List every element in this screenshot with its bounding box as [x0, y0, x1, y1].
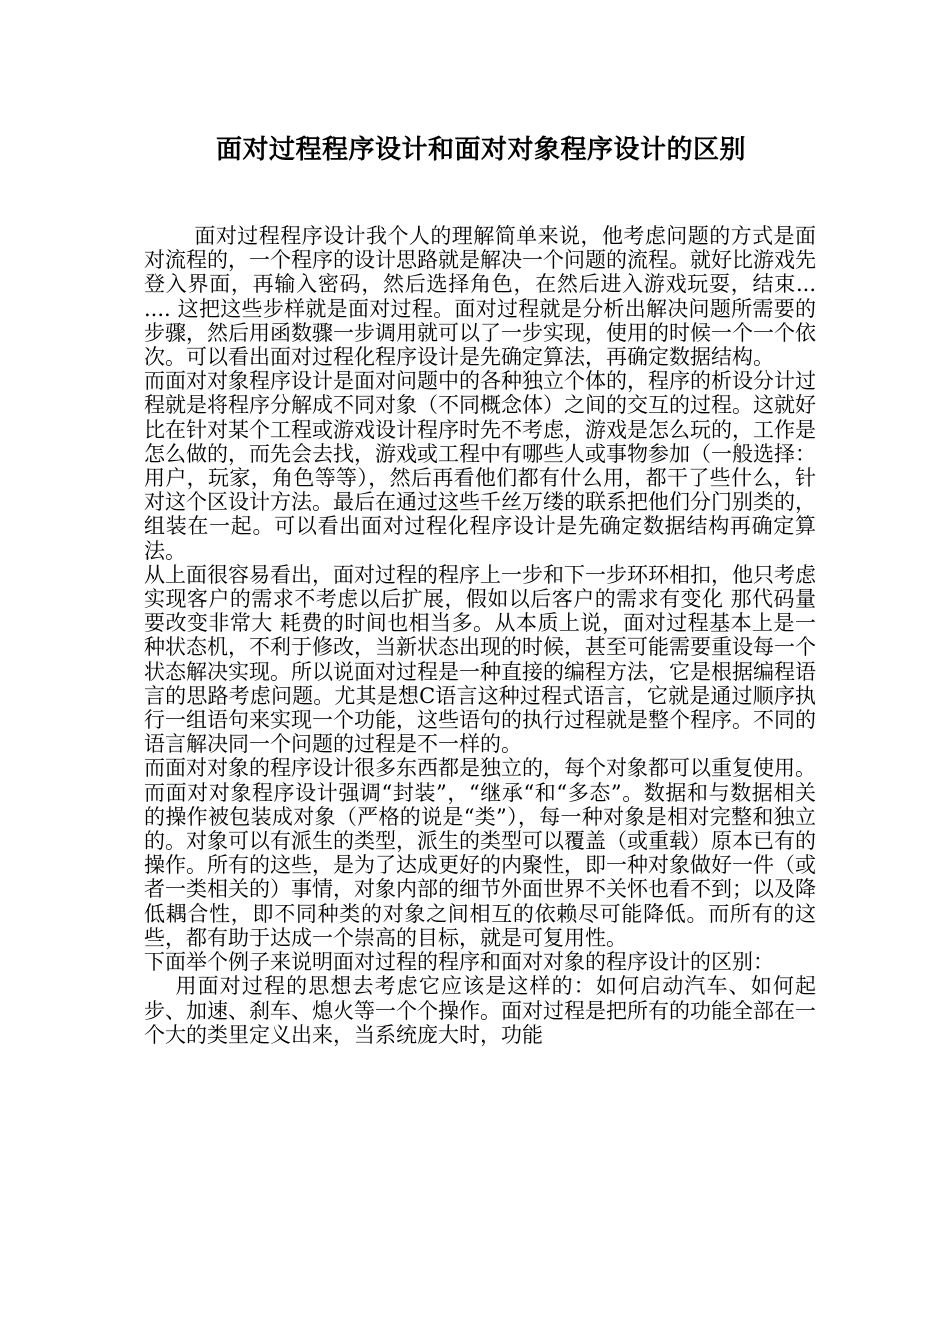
paragraph-example-intro: 下面举个例子来说明面对过程的程序和面对对象的程序设计的区别：	[144, 950, 774, 975]
paragraph-object-oriented-intro: 而面对对象程序设计是面对问题中的各种独立个体的，程序的析设分计过程就是将程序分解成不同对象（不同概念体）之间的交互的过程。这就好比在针对某个工程或游戏设计程序时先不考虑，游戏是怎么玩的，工作是怎么做的，而先会去找，游戏或工程中有哪些人或事物参加（一般选择：用户，玩家，角色等等），然后再看他们都有什么用，都干了些什么，针对这个区设计方法。最后在通过这些千丝万缕的联系把他们分门别类的，组装在一起。可以看出面对过程化程序设计是先确定数据结构再确定算法。	[144, 369, 816, 563]
paragraph-car-example: 用面对过程的思想去考虑它应该是这样的：如何启动汽车、如何起步、加速、刹车、熄火等一个个操作。面对过程是把所有的功能全部在一个大的类里定义出来，当系统庞大时，功能	[144, 974, 816, 1047]
paragraph-object-oriented-analysis: 而面对对象的程序设计很多东西都是独立的，每个对象都可以重复使用。而面对对象程序设计强调“封装”，“继承“和“多态”。数据和与数据相关的操作被包装成对象（严格的说是“类”），每一种对象是相对完整和独立的。对象可以有派生的类型，派生的类型可以覆盖（或重载）原本已有的操作。所有的这些，是为了达成更好的内聚性，即一种对象做好一件（或者一类相关的）事情，对象内部的细节外面世界不关怀也看不到；以及降低耦合性，即不同种类的对象之间相互的依赖尽可能降低。而所有的这些，都有助于达成一个崇高的目标，就是可复用性。	[144, 756, 816, 950]
document-body	[144, 224, 816, 1047]
document-title: 面对过程程序设计和面对对象程序设计的区别	[216, 135, 747, 165]
paragraph-procedural-intro: 面对过程程序设计我个人的理解简单来说，他考虑问题的方式是面对流程的，一个程序的设计思路就是解决一个问题的流程。就好比游戏先登入界面，再输入密码，然后选择角色，在然后进入游戏玩耍，结束... .... 这把这些步样就是面对过程。面对过程就是分析出解决问题所需要的步骤，然后用函数骤一步调用就可以了一步实现，使用的时候一个一个依次。可以看出面对过程化程序设计是先确定算法，再确定数据结构。	[144, 224, 816, 370]
paragraph-procedural-analysis: 从上面很容易看出，面对过程的程序上一步和下一步环环相扣，他只考虑实现客户的需求不考虑以后扩展，假如以后客户的需求有变化 那代码量要改变非常大 耗费的时间也相当多。从本质上说，面对过程基本上是一种状态机，不利于修改，当新状态出现的时候，甚至可能需要重设每一个状态解决实现。所以说面对过程是一种直接的编程方法，它是根据编程语言的思路考虑问题。尤其是想C语言这种过程式语言，它就是通过顺序执行一组语句来实现一个功能，这些语句的执行过程就是整个程序。不同的语言解决同一个问题的过程是不一样的。	[144, 562, 816, 757]
